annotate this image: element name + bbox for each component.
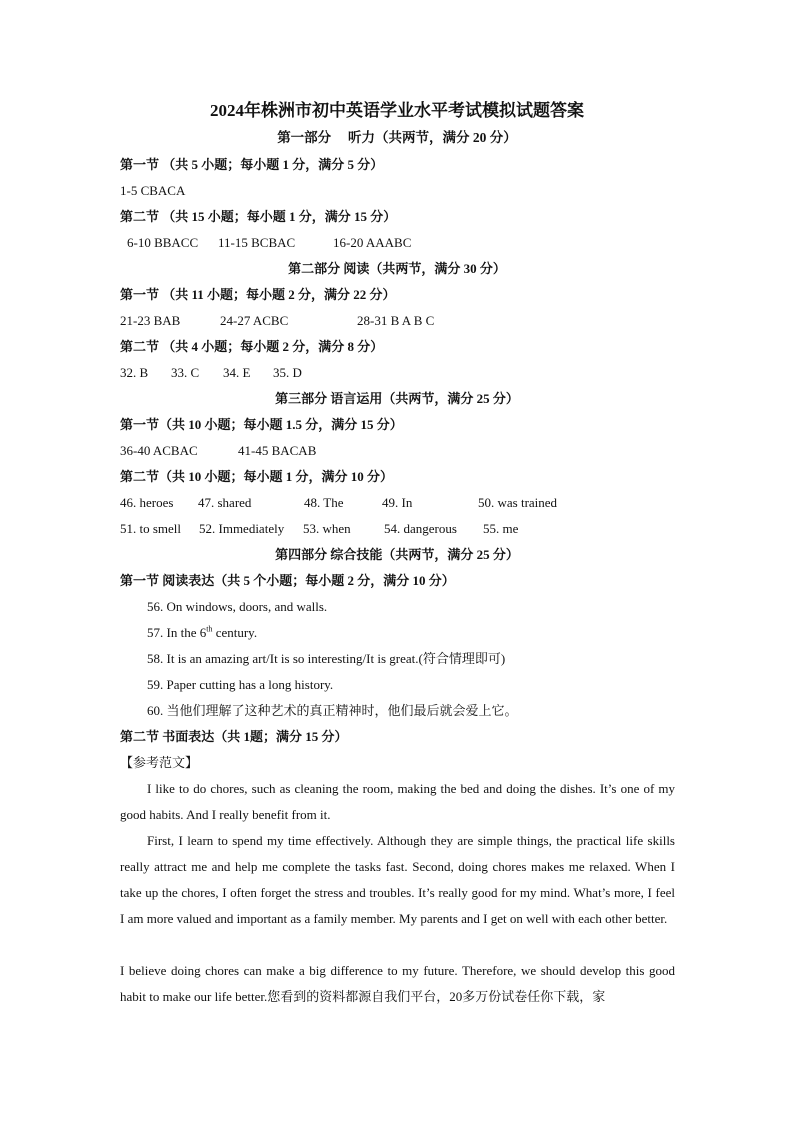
answer-58: 58. It is an amazing art/It is so interesting/It is great.(符合情理即可) — [147, 651, 506, 666]
part4-section2-heading: 第二节 书面表达（共 1题；满分 15 分） — [120, 729, 348, 744]
answer-item: 50. was trained — [478, 495, 558, 510]
answer-group: 24-27 ACBC — [220, 313, 289, 328]
answer-item: 32. B — [120, 365, 149, 380]
answer-group: 36-40 ACBAC — [120, 443, 198, 458]
part1-section2-heading: 第二节 （共 15 小题；每小题 1 分，满分 15 分） — [120, 209, 397, 224]
part1-section1-answers: 1-5 CBACA — [120, 183, 186, 198]
answer-item: 48. The — [304, 495, 344, 510]
answer-group: 28-31 B A B C — [357, 313, 435, 328]
answer-item: 34. E — [223, 365, 251, 380]
answer-item: 53. when — [303, 521, 351, 536]
answer-group: 6-10 BBACC — [127, 235, 199, 250]
part3-section1-heading: 第一节（共 10 小题；每小题 1.5 分，满分 15 分） — [120, 417, 403, 432]
essay-paragraph-1: I like to do chores, such as cleaning the room, making the bed and doing the dishes. It’s one of my good habits. And I really benefit from it. — [120, 781, 675, 822]
answer-item: 54. dangerous — [384, 521, 457, 536]
answer-item: 35. D — [273, 365, 302, 380]
answer-group: 16-20 AAABC — [333, 235, 412, 250]
part3-section2-heading: 第二节（共 10 小题；每小题 1 分，满分 10 分） — [120, 469, 394, 484]
answer-group: 11-15 BCBAC — [218, 235, 296, 250]
answer-60: 60. 当他们理解了这种艺术的真正精神时，他们最后就会爱上它。 — [147, 703, 518, 718]
part1-section1-heading: 第一节 （共 5 小题；每小题 1 分，满分 5 分） — [120, 157, 384, 172]
part4-section1-heading: 第一节 阅读表达（共 5 个小题；每小题 2 分，满分 10 分） — [120, 573, 455, 588]
page-title: 2024年株洲市初中英语学业水平考试模拟试题答案 — [210, 101, 584, 120]
part2-section1-heading: 第一节 （共 11 小题；每小题 2 分，满分 22 分） — [120, 287, 396, 302]
part2-section2-heading: 第二节 （共 4 小题；每小题 2 分，满分 8 分） — [120, 339, 384, 354]
answer-item: 51. to smell — [120, 521, 182, 536]
essay-paragraph-3: I believe doing chores can make a big difference to my future. Therefore, we should develop this good habit to make our life better.您看到的资料都源自我们平台，20多万份试卷任你下载，家 — [120, 963, 675, 1004]
part2-heading: 第二部分 阅读（共两节，满分 30 分） — [288, 261, 506, 276]
answer-item: 49. In — [382, 495, 413, 510]
answer-item: 55. me — [483, 521, 519, 536]
answer-item: 46. heroes — [120, 495, 174, 510]
answer-item: 47. shared — [198, 495, 252, 510]
answer-item: 33. C — [171, 365, 200, 380]
part1-heading: 第一部分 听力（共两节，满分 20 分） — [277, 130, 517, 145]
part3-heading: 第三部分 语言运用（共两节，满分 25 分） — [275, 391, 519, 406]
answer-56: 56. On windows, doors, and walls. — [147, 599, 328, 614]
part4-heading: 第四部分 综合技能（共两节，满分 25 分） — [275, 547, 519, 562]
answer-57: 57. In the 6th century. — [147, 624, 258, 640]
answer-group: 21-23 BAB — [120, 313, 181, 328]
answer-group: 41-45 BACAB — [238, 443, 317, 458]
sample-essay-label: 【参考范文】 — [120, 755, 199, 770]
answer-item: 52. Immediately — [199, 521, 285, 536]
answer-59: 59. Paper cutting has a long history. — [147, 677, 334, 692]
essay-paragraph-2: First, I learn to spend my time effectively. Although they are simple things, the practical life skills really attract me and help me complete the tasks fast. Second, doing chores makes me relaxed. When I take up the chores, I often forget the stress and troubles. It’s really good for my mind. What’s more, I feel I am more valued and important as a family member. My parents and I get on well with each other better. — [120, 833, 675, 926]
